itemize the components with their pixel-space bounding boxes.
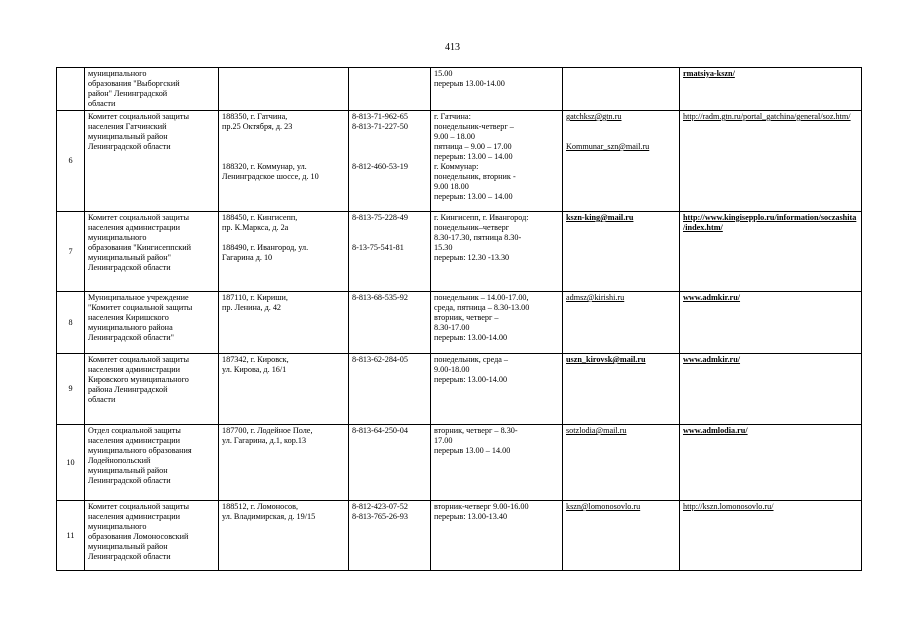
website-cell	[680, 501, 862, 571]
address-cell	[219, 292, 349, 354]
website-cell	[680, 212, 862, 292]
website-link[interactable]: www.admkir.ru/	[683, 293, 741, 302]
working-hours: 15.00 перерыв 13.00-14.00	[434, 69, 505, 88]
email-cell	[563, 292, 680, 354]
website-cell	[680, 425, 862, 501]
organization-name: Комитет социальной защиты населения Гатчинский муниципальный район Ленинградской области	[88, 112, 189, 151]
row-number-cell	[57, 501, 85, 571]
row-number: 7	[68, 246, 73, 256]
address-cell	[219, 111, 349, 212]
email-cell	[563, 425, 680, 501]
website-cell	[680, 354, 862, 425]
email-cell	[563, 212, 680, 292]
phone-cell	[349, 68, 431, 111]
row-number: 6	[68, 156, 73, 165]
organization-name-cell	[85, 354, 219, 425]
row-number-cell	[57, 212, 85, 292]
spacer	[222, 132, 345, 142]
address: 187700, г. Лодейное Поле, ул. Гагарина, д.1, кор.13	[222, 426, 313, 445]
email-link[interactable]: sotzlodia@mail.ru	[566, 426, 627, 435]
address: 187110, г. Кириши, пр. Ленина, д. 42	[222, 293, 288, 312]
phone-cell	[349, 111, 431, 212]
address-secondary: 188490, г. Ивангород, ул. Гагарина д. 10	[222, 243, 309, 262]
row-number: 8	[68, 317, 73, 327]
website-cell	[680, 292, 862, 354]
organization-name: Комитет социальной защиты населения администрации Кировского муниципального района Ленинградской области	[88, 355, 189, 404]
phone: 8-812-423-07-52 8-813-765-26-93	[352, 502, 408, 521]
row-number: 10	[66, 457, 75, 467]
email-link[interactable]: uszn_kirovsk@mail.ru	[566, 355, 646, 364]
row-number-cell	[57, 425, 85, 501]
page-number: 413	[445, 42, 460, 53]
working-hours-cell	[431, 425, 563, 501]
website-link[interactable]: http://kszn.lomonosovlo.ru/	[683, 502, 774, 511]
working-hours-cell	[431, 68, 563, 111]
organization-name-cell	[85, 111, 219, 212]
website-link[interactable]: http://radm.gtn.ru/portal_gatchina/general/soz.htm/	[683, 112, 851, 121]
working-hours: вторник, четверг – 8.30- 17.00 перерыв 13.00 – 14.00	[434, 426, 518, 455]
phone-secondary: 8-13-75-541-81	[352, 243, 404, 252]
working-hours: понедельник, среда – 9.00-18.00 перерыв: 13.00-14.00	[434, 355, 509, 384]
working-hours-cell	[431, 501, 563, 571]
organization-name-cell	[85, 425, 219, 501]
row-number-cell	[57, 68, 85, 111]
table-row	[57, 425, 862, 501]
email-cell	[563, 501, 680, 571]
organization-name-cell	[85, 68, 219, 111]
row-number-cell	[57, 111, 85, 212]
working-hours-cell	[431, 354, 563, 425]
email-cell	[563, 68, 680, 111]
organization-name: Отдел социальной защиты населения администрации муниципального образования Лодейнопольский муниципальный район Ленинградской области	[88, 426, 192, 485]
address: 187342, г. Кировск, ул. Кирова, д. 16/1	[222, 355, 289, 374]
website-link[interactable]: rmatsiya-kszn/	[683, 69, 735, 78]
organization-name: Комитет социальной защиты населения администрации муниципального образования "Кингисеппский муниципальный район" Ленинградской области	[88, 213, 192, 272]
phone-cell	[349, 501, 431, 571]
email-link[interactable]: kszn@lomonosovlo.ru	[566, 502, 641, 511]
address: 188512, г. Ломоносов, ул. Владимирская, д. 19/15	[222, 502, 316, 521]
spacer	[352, 132, 427, 142]
phone-cell	[349, 212, 431, 292]
spacer	[352, 152, 427, 162]
spacer	[352, 233, 427, 243]
table-row	[57, 354, 862, 425]
organization-name: Комитет социальной защиты населения администрации муниципального образования Ломоносовский муниципальный район Ленинградской области	[88, 502, 189, 561]
spacer	[352, 142, 427, 152]
phone: 8-813-71-962-65 8-813-71-227-50	[352, 112, 408, 131]
website-cell	[680, 111, 862, 212]
address: 188350, г. Гатчина, пр.25 Октября, д. 23	[222, 112, 293, 131]
address-cell	[219, 212, 349, 292]
working-hours-cell	[431, 212, 563, 292]
email-link[interactable]: admsz@kirishi.ru	[566, 293, 625, 302]
organization-name: муниципального образования "Выборгский район" Ленинградской области	[88, 69, 180, 108]
organization-name-cell	[85, 212, 219, 292]
table-row	[57, 212, 862, 292]
phone-cell	[349, 425, 431, 501]
row-number-cell	[57, 292, 85, 354]
working-hours: вторник-четверг 9.00-16.00 перерыв: 13.00-13.40	[434, 502, 529, 521]
email-cell	[563, 354, 680, 425]
row-number: 11	[66, 530, 75, 540]
website-link[interactable]: http://www.kingisepplo.ru/information/soczashita/index.htm/	[683, 213, 857, 232]
organization-name-cell	[85, 501, 219, 571]
spacer	[566, 122, 676, 132]
organization-name-cell	[85, 292, 219, 354]
address-cell	[219, 425, 349, 501]
phone-secondary: 8-812-460-53-19	[352, 162, 408, 171]
email-link[interactable]: kszn-king@mail.ru	[566, 213, 634, 222]
organization-name: Муниципальное учреждение "Комитет социальной защиты населения Киришского муниципального района Ленинградской области"	[88, 293, 193, 342]
spacer	[352, 223, 427, 233]
address-cell	[219, 68, 349, 111]
spacer	[222, 152, 345, 162]
email-link[interactable]: gatchksz@gtn.ru	[566, 112, 622, 121]
social-protection-directory-table	[56, 67, 862, 571]
table-row	[57, 501, 862, 571]
table-row	[57, 68, 862, 111]
website-link[interactable]: www.admlodia.ru/	[683, 426, 748, 435]
working-hours: г. Гатчина: понедельник-четверг – 9.00 – 18.00 пятница – 9.00 – 17.00 перерыв: 13.00 – 14.00 г. Коммунар: понедельник, вторник - 9.00 18.00 перерыв: 13.00 – 14.00	[434, 112, 516, 201]
website-link[interactable]: www.admkir.ru/	[683, 355, 741, 364]
address-secondary: 188320, г. Коммунар, ул. Ленинградское шоссе, д. 10	[222, 162, 319, 181]
phone: 8-813-62-284-05	[352, 355, 408, 364]
email-link-secondary[interactable]: Kommunar_szn@mail.ru	[566, 142, 650, 151]
phone: 8-813-75-228-49	[352, 213, 408, 222]
phone: 8-813-68-535-92	[352, 293, 408, 302]
address-cell	[219, 354, 349, 425]
table-row	[57, 292, 862, 354]
row-number-cell	[57, 354, 85, 425]
working-hours: понедельник – 14.00-17.00, среда, пятница – 8.30-13.00 вторник, четверг – 8.30-17.00 перерыв: 13.00-14.00	[434, 293, 530, 342]
phone-cell	[349, 354, 431, 425]
working-hours-cell	[431, 292, 563, 354]
table-row	[57, 111, 862, 212]
spacer	[222, 233, 345, 243]
working-hours-cell	[431, 111, 563, 212]
address-cell	[219, 501, 349, 571]
phone: 8-813-64-250-04	[352, 426, 408, 435]
working-hours: г. Кингисепп, г. Ивангород: понедельник–четверг 8.30-17.30, пятница 8.30- 15.30 перерыв: 12.30 -13.30	[434, 213, 529, 262]
phone-cell	[349, 292, 431, 354]
email-cell	[563, 111, 680, 212]
spacer	[566, 132, 676, 142]
address: 188450, г. Кингисепп, пр. К.Маркса, д. 2а	[222, 213, 298, 232]
spacer	[222, 142, 345, 152]
website-cell	[680, 68, 862, 111]
row-number: 9	[68, 384, 73, 393]
